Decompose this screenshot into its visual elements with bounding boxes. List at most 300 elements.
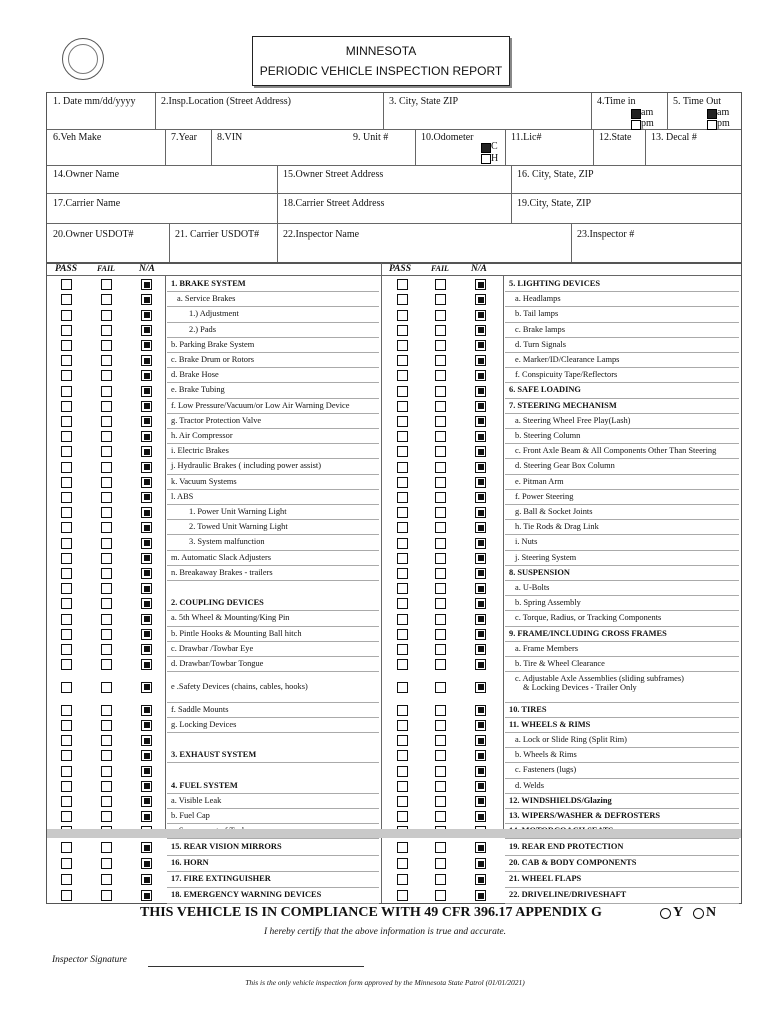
right-pass-checkbox-8[interactable] [397,401,408,412]
field-veh-make[interactable]: 6.Veh Make [53,132,102,143]
left-pass-checkbox-9[interactable] [61,416,72,427]
right-pass-checkbox-19[interactable] [397,568,408,579]
right-pass-checkbox-28[interactable] [397,720,408,731]
bottom-left-pass-checkbox-0[interactable] [61,842,72,853]
time-out-pm-checkbox[interactable] [707,120,717,130]
bottom-left-pass-checkbox-2[interactable] [61,874,72,885]
field-carrier-city[interactable]: 19.City, State, ZIP [517,198,592,209]
right-pass-checkbox-26[interactable] [397,682,408,693]
right-na-checkbox-13[interactable] [475,477,486,488]
left-fail-checkbox-13[interactable] [101,477,112,488]
right-fail-checkbox-15[interactable] [435,507,446,518]
left-item-1-label: a. Service Brakes [177,294,236,304]
field-carrier-usdot[interactable]: 21. Carrier USDOT# [175,229,260,240]
right-pass-checkbox-22[interactable] [397,614,408,625]
bottom-right-fail-checkbox-3[interactable] [435,890,446,901]
left-pass-checkbox-34[interactable] [61,811,72,822]
right-na-checkbox-23[interactable] [475,629,486,640]
right-pass-checkbox-27[interactable] [397,705,408,716]
right-na-checkbox-8[interactable] [475,401,486,412]
right-na-checkbox-17[interactable] [475,538,486,549]
right-na-checkbox-33[interactable] [475,796,486,807]
time-out-am-checkbox[interactable] [707,109,717,119]
left-pass-checkbox-24[interactable] [61,644,72,655]
right-fail-checkbox-21[interactable] [435,598,446,609]
left-item-14-label: l. ABS [171,491,194,501]
right-pass-checkbox-5[interactable] [397,355,408,366]
left-na-checkbox-23[interactable] [141,629,152,640]
left-na-checkbox-24[interactable] [141,644,152,655]
left-fail-checkbox-25[interactable] [101,659,112,670]
field-decal[interactable]: 13. Decal # [651,132,697,143]
right-na-checkbox-18[interactable] [475,553,486,564]
bottom-left-fail-checkbox-1[interactable] [101,858,112,869]
left-na-checkbox-14[interactable] [141,492,152,503]
right-fail-checkbox-12[interactable] [435,462,446,473]
right-item-10-label: b. Steering Column [515,431,581,440]
bottom-right-pass-checkbox-0[interactable] [397,842,408,853]
left-fail-checkbox-1[interactable] [101,294,112,305]
odometer-c-checkbox[interactable] [481,143,491,153]
right-na-checkbox-24[interactable] [475,644,486,655]
right-item-28 [505,718,739,733]
field-owner-name[interactable]: 14.Owner Name [53,169,120,180]
right-na-checkbox-7[interactable] [475,386,486,397]
right-fail-checkbox-27[interactable] [435,705,446,716]
field-time-in[interactable]: 4.Time in [597,96,636,107]
left-fail-checkbox-7[interactable] [101,386,112,397]
left-na-checkbox-8[interactable] [141,401,152,412]
left-na-checkbox-28[interactable] [141,720,152,731]
left-pass-checkbox-29[interactable] [61,735,72,746]
bottom-right-na-checkbox-1[interactable] [475,858,486,869]
left-na-checkbox-13[interactable] [141,477,152,488]
left-na-checkbox-12[interactable] [141,462,152,473]
left-pass-checkbox-20[interactable] [61,583,72,594]
field-inspector-name[interactable]: 22.Inspector Name [283,229,360,240]
left-na-checkbox-10[interactable] [141,431,152,442]
left-fail-checkbox-16[interactable] [101,522,112,533]
left-pass-checkbox-32[interactable] [61,781,72,792]
field-time-out[interactable]: 5. Time Out [673,96,722,107]
field-city-state-zip[interactable]: 3. City, State ZIP [389,96,459,107]
right-na-checkbox-30[interactable] [475,750,486,761]
right-na-checkbox-31[interactable] [475,766,486,777]
right-fail-checkbox-20[interactable] [435,583,446,594]
left-item-18-label: m. Automatic Slack Adjusters [171,552,272,562]
right-pass-checkbox-20[interactable] [397,583,408,594]
right-fail-checkbox-8[interactable] [435,401,446,412]
left-fail-checkbox-9[interactable] [101,416,112,427]
left-pass-checkbox-25[interactable] [61,659,72,670]
right-pass-checkbox-17[interactable] [397,538,408,549]
left-pass-checkbox-18[interactable] [61,553,72,564]
left-na-checkbox-9[interactable] [141,416,152,427]
bottom-right-fail-checkbox-2[interactable] [435,874,446,885]
right-na-checkbox-20[interactable] [475,583,486,594]
right-pass-checkbox-24[interactable] [397,644,408,655]
left-fail-checkbox-2[interactable] [101,310,112,321]
left-fail-checkbox-19[interactable] [101,568,112,579]
left-na-checkbox-15[interactable] [141,507,152,518]
left-fail-checkbox-3[interactable] [101,325,112,336]
left-pass-checkbox-4[interactable] [61,340,72,351]
right-pass-checkbox-15[interactable] [397,507,408,518]
left-pass-checkbox-15[interactable] [61,507,72,518]
right-na-checkbox-22[interactable] [475,614,486,625]
right-fail-checkbox-22[interactable] [435,614,446,625]
left-fail-checkbox-28[interactable] [101,720,112,731]
title-report: PERIODIC VEHICLE INSPECTION REPORT [259,64,503,78]
field-owner-street[interactable]: 15.Owner Street Address [283,169,384,180]
left-na-checkbox-33[interactable] [141,796,152,807]
right-pass-checkbox-32[interactable] [397,781,408,792]
field-odometer[interactable]: 10.Odometer [421,132,474,143]
left-pass-checkbox-3[interactable] [61,325,72,336]
left-na-checkbox-30[interactable] [141,750,152,761]
right-na-checkbox-32[interactable] [475,781,486,792]
left-fail-checkbox-4[interactable] [101,340,112,351]
right-fail-checkbox-4[interactable] [435,340,446,351]
right-item-10 [505,429,739,444]
right-pass-checkbox-12[interactable] [397,462,408,473]
right-na-checkbox-6[interactable] [475,370,486,381]
left-fail-checkbox-8[interactable] [101,401,112,412]
right-pass-checkbox-16[interactable] [397,522,408,533]
left-fail-checkbox-26[interactable] [101,682,112,693]
left-na-checkbox-29[interactable] [141,735,152,746]
right-pass-checkbox-11[interactable] [397,446,408,457]
bottom-right-pass-checkbox-1[interactable] [397,858,408,869]
right-pass-checkbox-25[interactable] [397,659,408,670]
left-na-header: N/A [139,264,155,274]
bottom-left-na-checkbox-0[interactable] [141,842,152,853]
left-item-21 [167,596,379,611]
state-patrol-seal [62,38,104,80]
right-fail-checkbox-32[interactable] [435,781,446,792]
left-fail-checkbox-34[interactable] [101,811,112,822]
field-vin[interactable]: 8.VIN [217,132,243,143]
left-na-checkbox-3[interactable] [141,325,152,336]
left-pass-checkbox-21[interactable] [61,598,72,609]
left-item-11-label: i. Electric Brakes [171,446,229,456]
right-na-checkbox-16[interactable] [475,522,486,533]
left-fail-checkbox-6[interactable] [101,370,112,381]
left-fail-checkbox-22[interactable] [101,614,112,625]
left-fail-checkbox-12[interactable] [101,462,112,473]
odometer-h-checkbox[interactable] [481,154,491,164]
right-na-checkbox-25[interactable] [475,659,486,670]
right-pass-checkbox-21[interactable] [397,598,408,609]
right-fail-checkbox-6[interactable] [435,370,446,381]
left-na-checkbox-2[interactable] [141,310,152,321]
left-pass-checkbox-28[interactable] [61,720,72,731]
right-fail-checkbox-18[interactable] [435,553,446,564]
right-fail-checkbox-23[interactable] [435,629,446,640]
left-pass-checkbox-5[interactable] [61,355,72,366]
right-fail-checkbox-33[interactable] [435,796,446,807]
left-na-checkbox-27[interactable] [141,705,152,716]
left-pass-checkbox-22[interactable] [61,614,72,625]
left-fail-checkbox-10[interactable] [101,431,112,442]
time-out-pm-label: pm [717,118,730,129]
right-na-checkbox-15[interactable] [475,507,486,518]
right-fail-checkbox-13[interactable] [435,477,446,488]
right-pass-checkbox-29[interactable] [397,735,408,746]
field-insp-location[interactable]: 2.Insp.Location (Street Address) [161,96,291,107]
right-na-checkbox-5[interactable] [475,355,486,366]
right-pass-checkbox-7[interactable] [397,386,408,397]
right-na-checkbox-1[interactable] [475,294,486,305]
left-item-2-label: 1.) Adjustment [189,309,239,319]
left-na-checkbox-25[interactable] [141,659,152,670]
left-na-checkbox-32[interactable] [141,781,152,792]
left-fail-checkbox-5[interactable] [101,355,112,366]
right-item-11 [505,444,739,459]
left-na-checkbox-0[interactable] [141,279,152,290]
right-pass-checkbox-10[interactable] [397,431,408,442]
left-pass-checkbox-17[interactable] [61,538,72,549]
right-item-32 [505,779,739,794]
left-pass-checkbox-31[interactable] [61,766,72,777]
left-fail-checkbox-11[interactable] [101,446,112,457]
left-pass-checkbox-2[interactable] [61,310,72,321]
left-pass-checkbox-1[interactable] [61,294,72,305]
bottom-right-pass-checkbox-3[interactable] [397,890,408,901]
left-pass-checkbox-13[interactable] [61,477,72,488]
right-pass-checkbox-4[interactable] [397,340,408,351]
left-na-checkbox-34[interactable] [141,811,152,822]
left-fail-checkbox-20[interactable] [101,583,112,594]
right-pass-checkbox-3[interactable] [397,325,408,336]
left-fail-checkbox-32[interactable] [101,781,112,792]
right-fail-checkbox-34[interactable] [435,811,446,822]
right-fail-checkbox-0[interactable] [435,279,446,290]
form-title [252,36,510,86]
left-na-checkbox-17[interactable] [141,538,152,549]
left-fail-checkbox-14[interactable] [101,492,112,503]
right-fail-checkbox-28[interactable] [435,720,446,731]
left-fail-checkbox-33[interactable] [101,796,112,807]
bottom-right-fail-checkbox-1[interactable] [435,858,446,869]
left-na-checkbox-7[interactable] [141,386,152,397]
right-fail-checkbox-17[interactable] [435,538,446,549]
header-fields [46,92,742,264]
left-fail-checkbox-21[interactable] [101,598,112,609]
right-fail-header: FAIL [431,264,449,273]
right-fail-checkbox-16[interactable] [435,522,446,533]
left-fail-checkbox-27[interactable] [101,705,112,716]
bottom-left-na-checkbox-2[interactable] [141,874,152,885]
right-na-checkbox-26[interactable] [475,682,486,693]
right-pass-checkbox-30[interactable] [397,750,408,761]
right-fail-checkbox-1[interactable] [435,294,446,305]
left-na-checkbox-31[interactable] [141,766,152,777]
compliance-no-radio[interactable] [693,908,704,919]
right-pass-checkbox-14[interactable] [397,492,408,503]
right-fail-checkbox-7[interactable] [435,386,446,397]
left-na-checkbox-4[interactable] [141,340,152,351]
bottom-left-pass-checkbox-1[interactable] [61,858,72,869]
right-fail-checkbox-10[interactable] [435,431,446,442]
left-na-checkbox-18[interactable] [141,553,152,564]
left-fail-checkbox-31[interactable] [101,766,112,777]
bottom-right-item-1 [505,856,739,872]
compliance-text: THIS VEHICLE IS IN COMPLIANCE WITH 49 CFR 396.17 APPENDIX G [140,905,602,920]
bottom-right-pass-checkbox-2[interactable] [397,874,408,885]
left-fail-checkbox-0[interactable] [101,279,112,290]
bottom-right-fail-checkbox-0[interactable] [435,842,446,853]
left-na-checkbox-26[interactable] [141,682,152,693]
left-fail-checkbox-17[interactable] [101,538,112,549]
left-na-checkbox-16[interactable] [141,522,152,533]
right-fail-checkbox-26[interactable] [435,682,446,693]
left-item-6 [167,368,379,383]
right-fail-checkbox-14[interactable] [435,492,446,503]
bottom-left-fail-checkbox-2[interactable] [101,874,112,885]
right-pass-checkbox-13[interactable] [397,477,408,488]
right-na-checkbox-29[interactable] [475,735,486,746]
right-pass-checkbox-18[interactable] [397,553,408,564]
right-pass-checkbox-9[interactable] [397,416,408,427]
right-na-checkbox-2[interactable] [475,310,486,321]
left-pass-checkbox-12[interactable] [61,462,72,473]
bottom-right-na-checkbox-0[interactable] [475,842,486,853]
left-pass-checkbox-14[interactable] [61,492,72,503]
time-in-am-checkbox[interactable] [631,109,641,119]
bottom-right-na-checkbox-2[interactable] [475,874,486,885]
right-pass-checkbox-31[interactable] [397,766,408,777]
left-na-checkbox-6[interactable] [141,370,152,381]
signature-line[interactable] [148,966,364,967]
bottom-left-item-2 [167,872,379,888]
left-fail-header: FAIL [97,264,115,273]
right-item-2-label: b. Tail lamps [515,309,559,319]
right-na-checkbox-14[interactable] [475,492,486,503]
right-item-13 [505,475,739,490]
right-fail-checkbox-19[interactable] [435,568,446,579]
field-year[interactable]: 7.Year [171,132,197,143]
right-na-checkbox-28[interactable] [475,720,486,731]
right-pass-checkbox-33[interactable] [397,796,408,807]
left-item-28-label: g. Locking Devices [171,719,237,729]
right-pass-checkbox-34[interactable] [397,811,408,822]
left-fail-checkbox-15[interactable] [101,507,112,518]
right-fail-checkbox-11[interactable] [435,446,446,457]
right-na-checkbox-19[interactable] [475,568,486,579]
left-na-checkbox-19[interactable] [141,568,152,579]
left-pass-checkbox-16[interactable] [61,522,72,533]
right-fail-checkbox-31[interactable] [435,766,446,777]
bottom-left-fail-checkbox-0[interactable] [101,842,112,853]
left-na-checkbox-22[interactable] [141,614,152,625]
left-fail-checkbox-29[interactable] [101,735,112,746]
right-pass-checkbox-2[interactable] [397,310,408,321]
left-item-0 [167,277,379,292]
right-na-checkbox-21[interactable] [475,598,486,609]
left-pass-checkbox-23[interactable] [61,629,72,640]
left-na-checkbox-20[interactable] [141,583,152,594]
right-na-checkbox-34[interactable] [475,811,486,822]
bottom-left-na-checkbox-3[interactable] [141,890,152,901]
left-fail-checkbox-24[interactable] [101,644,112,655]
bottom-left-pass-checkbox-3[interactable] [61,890,72,901]
left-na-checkbox-1[interactable] [141,294,152,305]
compliance-yes-radio[interactable] [660,908,671,919]
left-pass-checkbox-33[interactable] [61,796,72,807]
right-na-checkbox-9[interactable] [475,416,486,427]
field-carrier-name[interactable]: 17.Carrier Name [53,198,121,209]
right-pass-checkbox-6[interactable] [397,370,408,381]
right-na-checkbox-0[interactable] [475,279,486,290]
left-item-15 [167,505,379,520]
left-na-checkbox-11[interactable] [141,446,152,457]
field-date[interactable]: 1. Date mm/dd/yyyy [53,96,136,107]
left-pass-checkbox-11[interactable] [61,446,72,457]
left-pass-checkbox-26[interactable] [61,682,72,693]
left-item-17-label: 3. System malfunction [189,537,265,547]
field-carrier-street[interactable]: 18.Carrier Street Address [283,198,385,209]
left-pass-checkbox-30[interactable] [61,750,72,761]
right-pass-checkbox-23[interactable] [397,629,408,640]
left-pass-checkbox-6[interactable] [61,370,72,381]
right-fail-checkbox-30[interactable] [435,750,446,761]
right-na-checkbox-12[interactable] [475,462,486,473]
left-fail-checkbox-30[interactable] [101,750,112,761]
time-in-pm-checkbox[interactable] [631,120,641,130]
left-item-16-label: 2. Towed Unit Warning Light [189,522,288,532]
right-item-26 [505,672,739,702]
left-fail-checkbox-23[interactable] [101,629,112,640]
right-fail-checkbox-25[interactable] [435,659,446,670]
right-fail-checkbox-2[interactable] [435,310,446,321]
right-fail-checkbox-24[interactable] [435,644,446,655]
right-na-checkbox-27[interactable] [475,705,486,716]
field-unit[interactable]: 9. Unit # [353,132,389,143]
left-item-27 [167,703,379,718]
bottom-right-item-0-label: 19. REAR END PROTECTION [509,842,624,851]
field-inspector-number[interactable]: 23.Inspector # [577,229,635,240]
bottom-left-fail-checkbox-3[interactable] [101,890,112,901]
left-na-checkbox-5[interactable] [141,355,152,366]
left-pass-checkbox-19[interactable] [61,568,72,579]
right-na-checkbox-10[interactable] [475,431,486,442]
right-fail-checkbox-29[interactable] [435,735,446,746]
right-pass-checkbox-0[interactable] [397,279,408,290]
right-fail-checkbox-5[interactable] [435,355,446,366]
field-owner-city[interactable]: 16. City, State, ZIP [517,169,594,180]
left-pass-checkbox-0[interactable] [61,279,72,290]
field-state[interactable]: 12.State [599,132,632,143]
left-pass-checkbox-8[interactable] [61,401,72,412]
right-fail-checkbox-9[interactable] [435,416,446,427]
bottom-left-na-checkbox-1[interactable] [141,858,152,869]
right-na-checkbox-4[interactable] [475,340,486,351]
bottom-right-na-checkbox-3[interactable] [475,890,486,901]
left-fail-checkbox-18[interactable] [101,553,112,564]
field-owner-usdot[interactable]: 20.Owner USDOT# [53,229,134,240]
right-na-checkbox-3[interactable] [475,325,486,336]
left-na-checkbox-21[interactable] [141,598,152,609]
right-na-checkbox-11[interactable] [475,446,486,457]
left-pass-checkbox-10[interactable] [61,431,72,442]
right-fail-checkbox-3[interactable] [435,325,446,336]
left-pass-checkbox-27[interactable] [61,705,72,716]
field-lic[interactable]: 11.Lic# [511,132,542,143]
left-item-3-label: 2.) Pads [189,324,216,334]
right-pass-checkbox-1[interactable] [397,294,408,305]
left-pass-checkbox-7[interactable] [61,386,72,397]
